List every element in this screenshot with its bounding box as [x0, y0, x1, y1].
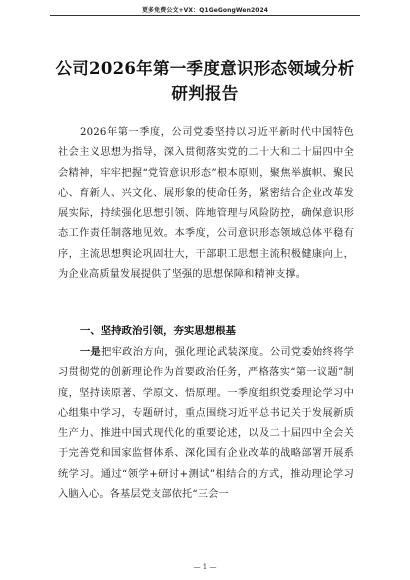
section-heading-1: 一、坚持政治引领，夯实思想根基 — [80, 325, 236, 337]
section-1-text: 把牢政治方向，强化理论武装深度。公司党委始终将学习贯彻党的创新理论作为首要政治任务，严格落实“第一议题”制度，坚持读原著、学原文、悟原理。一季度组织党委理论学习中心组集中学习，专题研讨，重点围绕习近平总书记关于发展新质生产力、推进中国式现代化的重要论述，以及二十届四中全会关于完善党和国家监督体系、深化国有企业改革的战略部署开展系统学习。通过“领学+研讨+测试”相结合的方式，推动理论学习入脑入心。各基层党支部依托“三会一 — [58, 347, 354, 501]
intro-paragraph: 2026年第一季度，公司党委坚持以习近平新时代中国特色社会主义思想为指导，深入贯彻落实党的二十大和二十届四中全会精神，牢牢把握“党管意识形态”根本原则，聚焦举旗帜、聚民心、育新人、兴文化、展形象的使命任务，紧密结合企业改革发展实际，持续强化思想引领、阵地管理与风险防控，确保意识形态工作责任制落地见效。本季度，公司意识形态领域总体平稳有序，主流思想舆论巩固壮大，干部职工思想主流积极健康向上，为企业高质量发展提供了坚强的思想保障和精神支撑。 — [58, 127, 354, 281]
section-1-paragraph — [58, 342, 354, 505]
header-note: 更多免费公文+VX：Q1GeGongWen2024 — [141, 7, 269, 14]
section-1-lead: 一是 — [80, 346, 102, 358]
page-number: — 1 — — [193, 563, 217, 571]
document-title: 公司2026年第一季度意识形态领域分析研判报告 — [55, 59, 355, 103]
header-divider — [50, 15, 360, 16]
